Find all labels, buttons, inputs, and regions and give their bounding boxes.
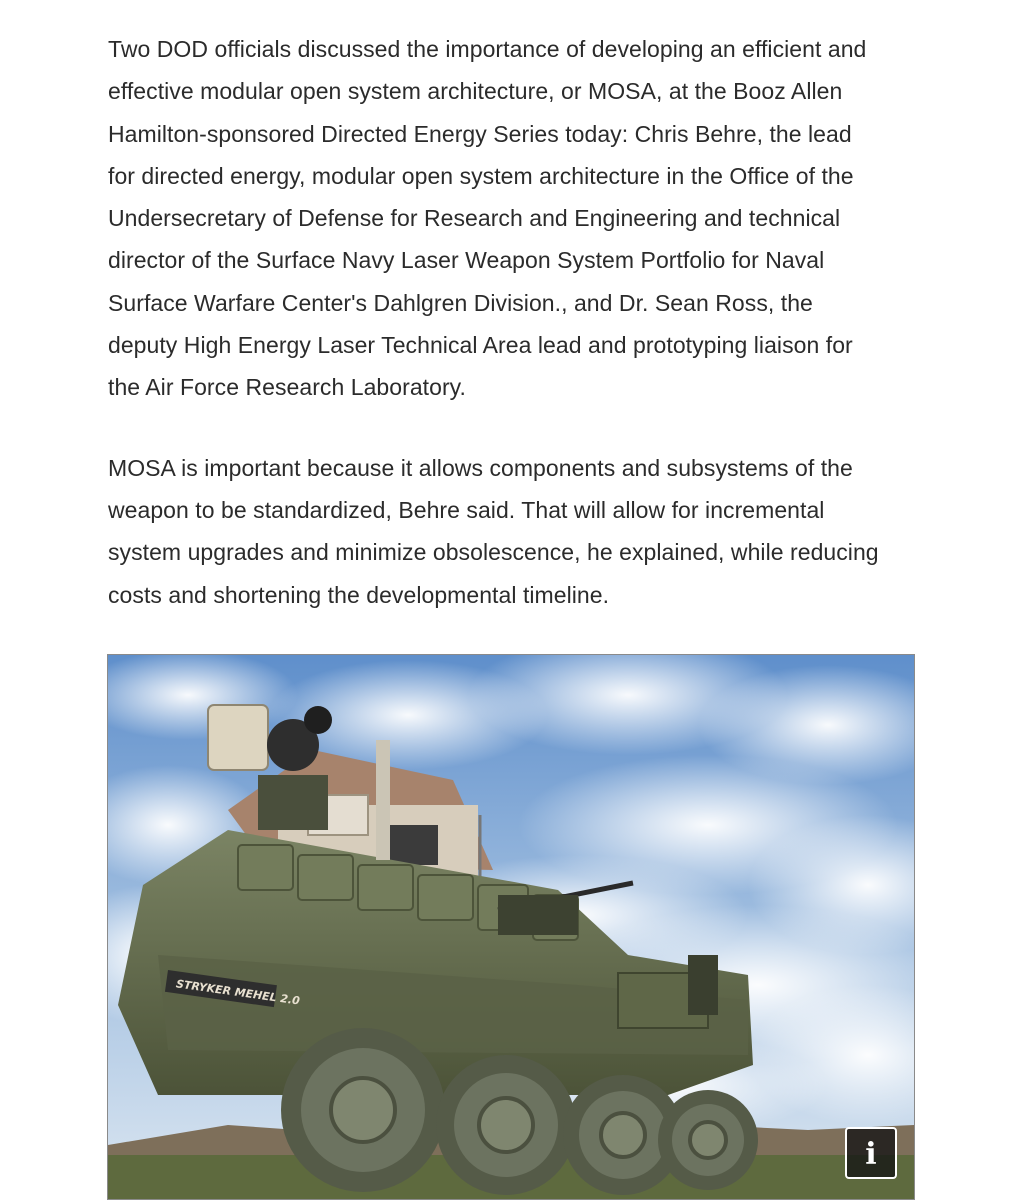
article-photo <box>107 654 915 1200</box>
vehicle-marking: STRYKER MEHEL 2.0 <box>175 977 301 1008</box>
photo-info-button[interactable]: i <box>845 1127 897 1179</box>
article-paragraph: MOSA is important because it allows components and subsystems of the weapon to be standardized, Behre said. That will allow for incremental system upgrades and minimize obsolescence, he explained, while reducing costs and shortening the developmental timeline. <box>108 454 879 608</box>
article-body <box>108 28 914 654</box>
stryker-laser-vehicle-photo <box>108 655 914 1199</box>
article-paragraph: Two DOD officials discussed the importance of developing an efficient and effective modular open system architecture, or MOSA, at the Booz Allen Hamilton-sponsored Directed Energy Series today: Chris Behre, the lead for directed energy, modular open system architecture in the Office of the Undersecretary of Defense for Research and Engineering and technical director of the Surface Navy Laser Weapon System Portfolio for Naval Surface Warfare Center's Dahlgren Division., and Dr. Sean Ross, the deputy High Energy Laser Technical Area lead and prototyping liaison for the Air Force Research Laboratory. <box>108 36 867 401</box>
